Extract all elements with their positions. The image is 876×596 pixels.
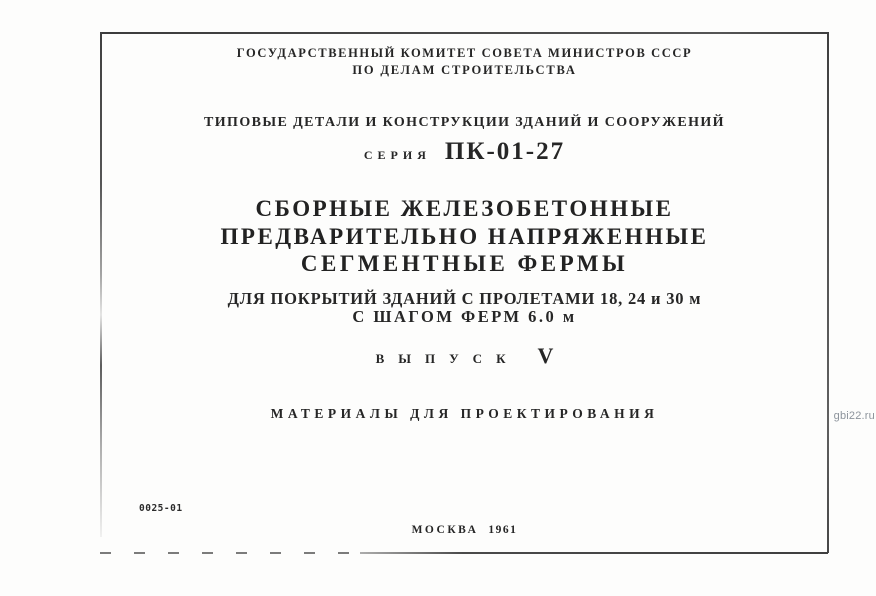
frame-border-top	[100, 32, 829, 34]
subtitle-line1: ДЛЯ ПОКРЫТИЙ ЗДАНИЙ С ПРОЛЕТАМИ 18, 24 и 30 м	[227, 289, 702, 308]
series-label: СЕРИЯ	[363, 148, 431, 162]
issue-number: V	[537, 343, 554, 368]
year-label: 1961	[488, 524, 518, 536]
series-heading: ТИПОВЫЕ ДЕТАЛИ И КОНСТРУКЦИИ ЗДАНИЙ И СООРУЖЕНИЙ	[204, 115, 725, 130]
frame-border-bottom-dashed	[100, 552, 355, 554]
site-watermark: gbi22.ru	[833, 410, 875, 422]
series-number: ПК-01-27	[444, 138, 566, 165]
org-name-line2: ПО ДЕЛАМ СТРОИТЕЛЬСТВА	[352, 63, 577, 77]
subtitle-line2: С ШАГОМ ФЕРМ 6.0 м	[352, 307, 577, 326]
issue-label: ВЫПУСК	[375, 351, 520, 366]
org-name-line1: ГОСУДАРСТВЕННЫЙ КОМИТЕТ СОВЕТА МИНИСТРОВ СССР	[236, 46, 693, 60]
main-title-line3: СЕГМЕНТНЫЕ ФЕРМЫ	[300, 251, 629, 276]
main-title-line2: ПРЕДВАРИТЕЛЬНО НАПРЯЖЕННЫЕ	[220, 224, 709, 249]
city-year-line	[100, 524, 829, 536]
frame-border-left	[100, 32, 102, 537]
materials-line: МАТЕРИАЛЫ ДЛЯ ПРОЕКТИРОВАНИЯ	[270, 406, 659, 421]
city-label: МОСКВА	[411, 524, 479, 536]
issue-line	[100, 343, 829, 369]
main-title-line1: СБОРНЫЕ ЖЕЛЕЗОБЕТОННЫЕ	[255, 196, 674, 221]
document-code: 0025-01	[139, 503, 183, 514]
frame-border-bottom-solid	[360, 552, 828, 554]
series-line	[100, 138, 829, 166]
